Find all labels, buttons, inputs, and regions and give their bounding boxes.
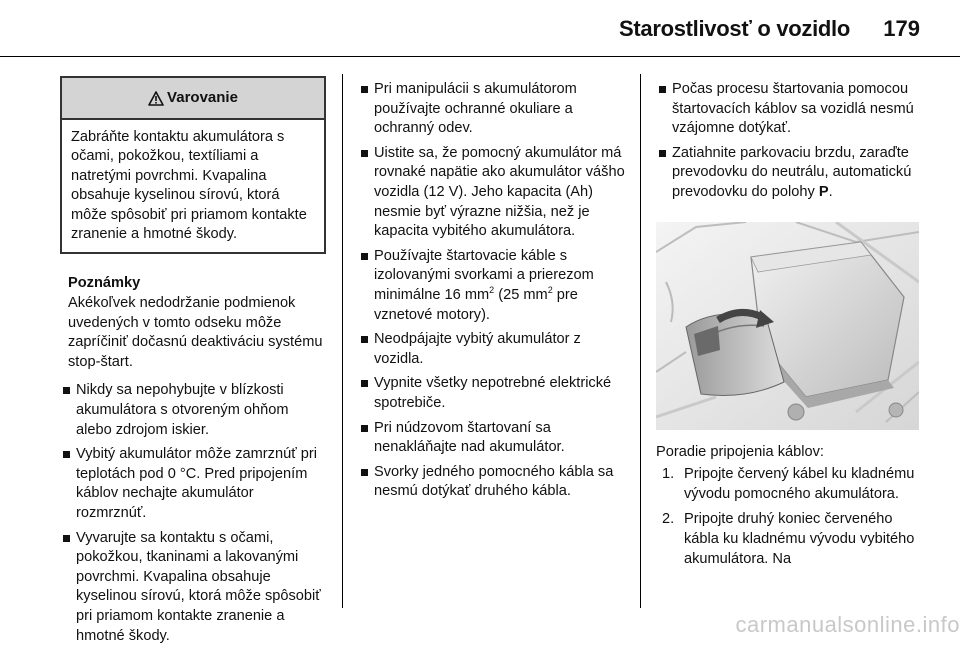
header-divider bbox=[0, 56, 960, 57]
list-item: Zatiahnite parkovaciu brzdu, zaraďte prevodovku do neutrálu, automatickú prevodovku do polohy P. bbox=[656, 144, 931, 203]
note-text: Akékoľvek nedodržanie podmienok uvedených v tomto odseku môže zapríčiniť dočasnú deaktiváciu systému stop-štart. bbox=[68, 295, 323, 370]
bullet-square-icon bbox=[659, 150, 666, 157]
bullet-square-icon bbox=[659, 86, 666, 93]
warning-box bbox=[60, 76, 326, 254]
bullet-list-3 bbox=[656, 80, 931, 203]
list-item: Nikdy sa nepohybujte v blízkosti akumulátora s otvoreným ohňom alebo zdrojom iskier. bbox=[60, 381, 328, 440]
bullet-list-1 bbox=[60, 381, 328, 646]
warning-triangle-icon bbox=[148, 91, 164, 106]
list-item: Používajte štartovacie káble s izolovanými svorkami a prierezom minimálne 16 $mm^2$ (25 $mm^2$ pre vznetové motory). bbox=[358, 247, 626, 325]
warning-header bbox=[62, 78, 324, 120]
bullet-square-icon bbox=[361, 336, 368, 343]
list-item: Vypnite všetky nepotrebné elektrické spotrebiče. bbox=[358, 374, 626, 413]
list-item: Pri núdzovom štartovaní sa nenakláňajte nad akumulátor. bbox=[358, 419, 626, 458]
battery-compartment-photo bbox=[656, 222, 919, 430]
bullet-square-icon bbox=[361, 86, 368, 93]
warning-text: Zabráňte kontaktu akumulátora s očami, pokožkou, textíliami a natretými povrchmi. Kvapalina obsahuje kyselinou sírovú, ktorá môže spôsobiť pri priamom kontakte zranenie a hmotné škody. bbox=[71, 129, 307, 243]
list-item: 1. Pripojte červený kábel ku kladnému vývodu pomocného akumulátora. bbox=[662, 466, 915, 502]
column-1 bbox=[60, 80, 328, 651]
bullet-list-2 bbox=[358, 80, 626, 502]
steps-title: Poradie pripojenia káblov: bbox=[656, 443, 824, 460]
watermark: carmanualsonline.info bbox=[735, 612, 960, 637]
bullet-square-icon bbox=[361, 425, 368, 432]
column-2 bbox=[358, 80, 626, 507]
list-item: Uistite sa, že pomocný akumulátor má rovnaké napätie ako akumulátor vášho vozidla (12 V). Jeho kapacita (Ah) nesmie byť výrazne nižšia, než je kapacita vybitého akumulátora. bbox=[358, 144, 626, 242]
list-item: Vybitý akumulátor môže zamrznúť pri teplotách pod 0 °C. Pred pripojením káblov nechajte akumulátor rozmrznúť. bbox=[60, 445, 328, 523]
steps-list bbox=[656, 465, 931, 569]
bullet-square-icon bbox=[361, 469, 368, 476]
warning-title: Varovanie bbox=[167, 89, 238, 107]
list-item: Svorky jedného pomocného kábla sa nesmú dotýkať druhého kábla. bbox=[358, 463, 626, 502]
page-title: Starostlivosť o vozidlo bbox=[618, 16, 850, 41]
list-item: Vyvarujte sa kontaktu s očami, pokožkou, tkaninami a lakovanými povrchmi. Kvapalina obsahuje kyselinou sírovú, ktorá môže spôsobiť pri priamom kontakte zranenie a hmotné škody. bbox=[60, 529, 328, 647]
note-title: Poznámky bbox=[68, 275, 141, 292]
bullet-square-icon bbox=[361, 150, 368, 157]
list-item: Počas procesu štartovania pomocou štartovacích káblov sa vozidlá nesmú vzájomne dotýkať. bbox=[656, 80, 931, 139]
bullet-square-icon bbox=[63, 387, 70, 394]
column-divider-1 bbox=[342, 74, 343, 608]
list-item: Pri manipulácii s akumulátorom používajte ochranné okuliare a ochranný odev. bbox=[358, 80, 626, 139]
column-3 bbox=[656, 80, 931, 575]
column-divider-2 bbox=[640, 74, 641, 608]
list-item: 2. Pripojte druhý koniec červeného kábla ku kladnému vývodu vybitého akumulátora. Na bbox=[662, 511, 915, 567]
bullet-square-icon bbox=[361, 253, 368, 260]
bullet-square-icon bbox=[63, 535, 70, 542]
bullet-square-icon bbox=[63, 451, 70, 458]
list-item: Neodpájajte vybitý akumulátor z vozidla. bbox=[358, 330, 626, 369]
page-number: 179 bbox=[883, 16, 920, 41]
bullet-square-icon bbox=[361, 380, 368, 387]
